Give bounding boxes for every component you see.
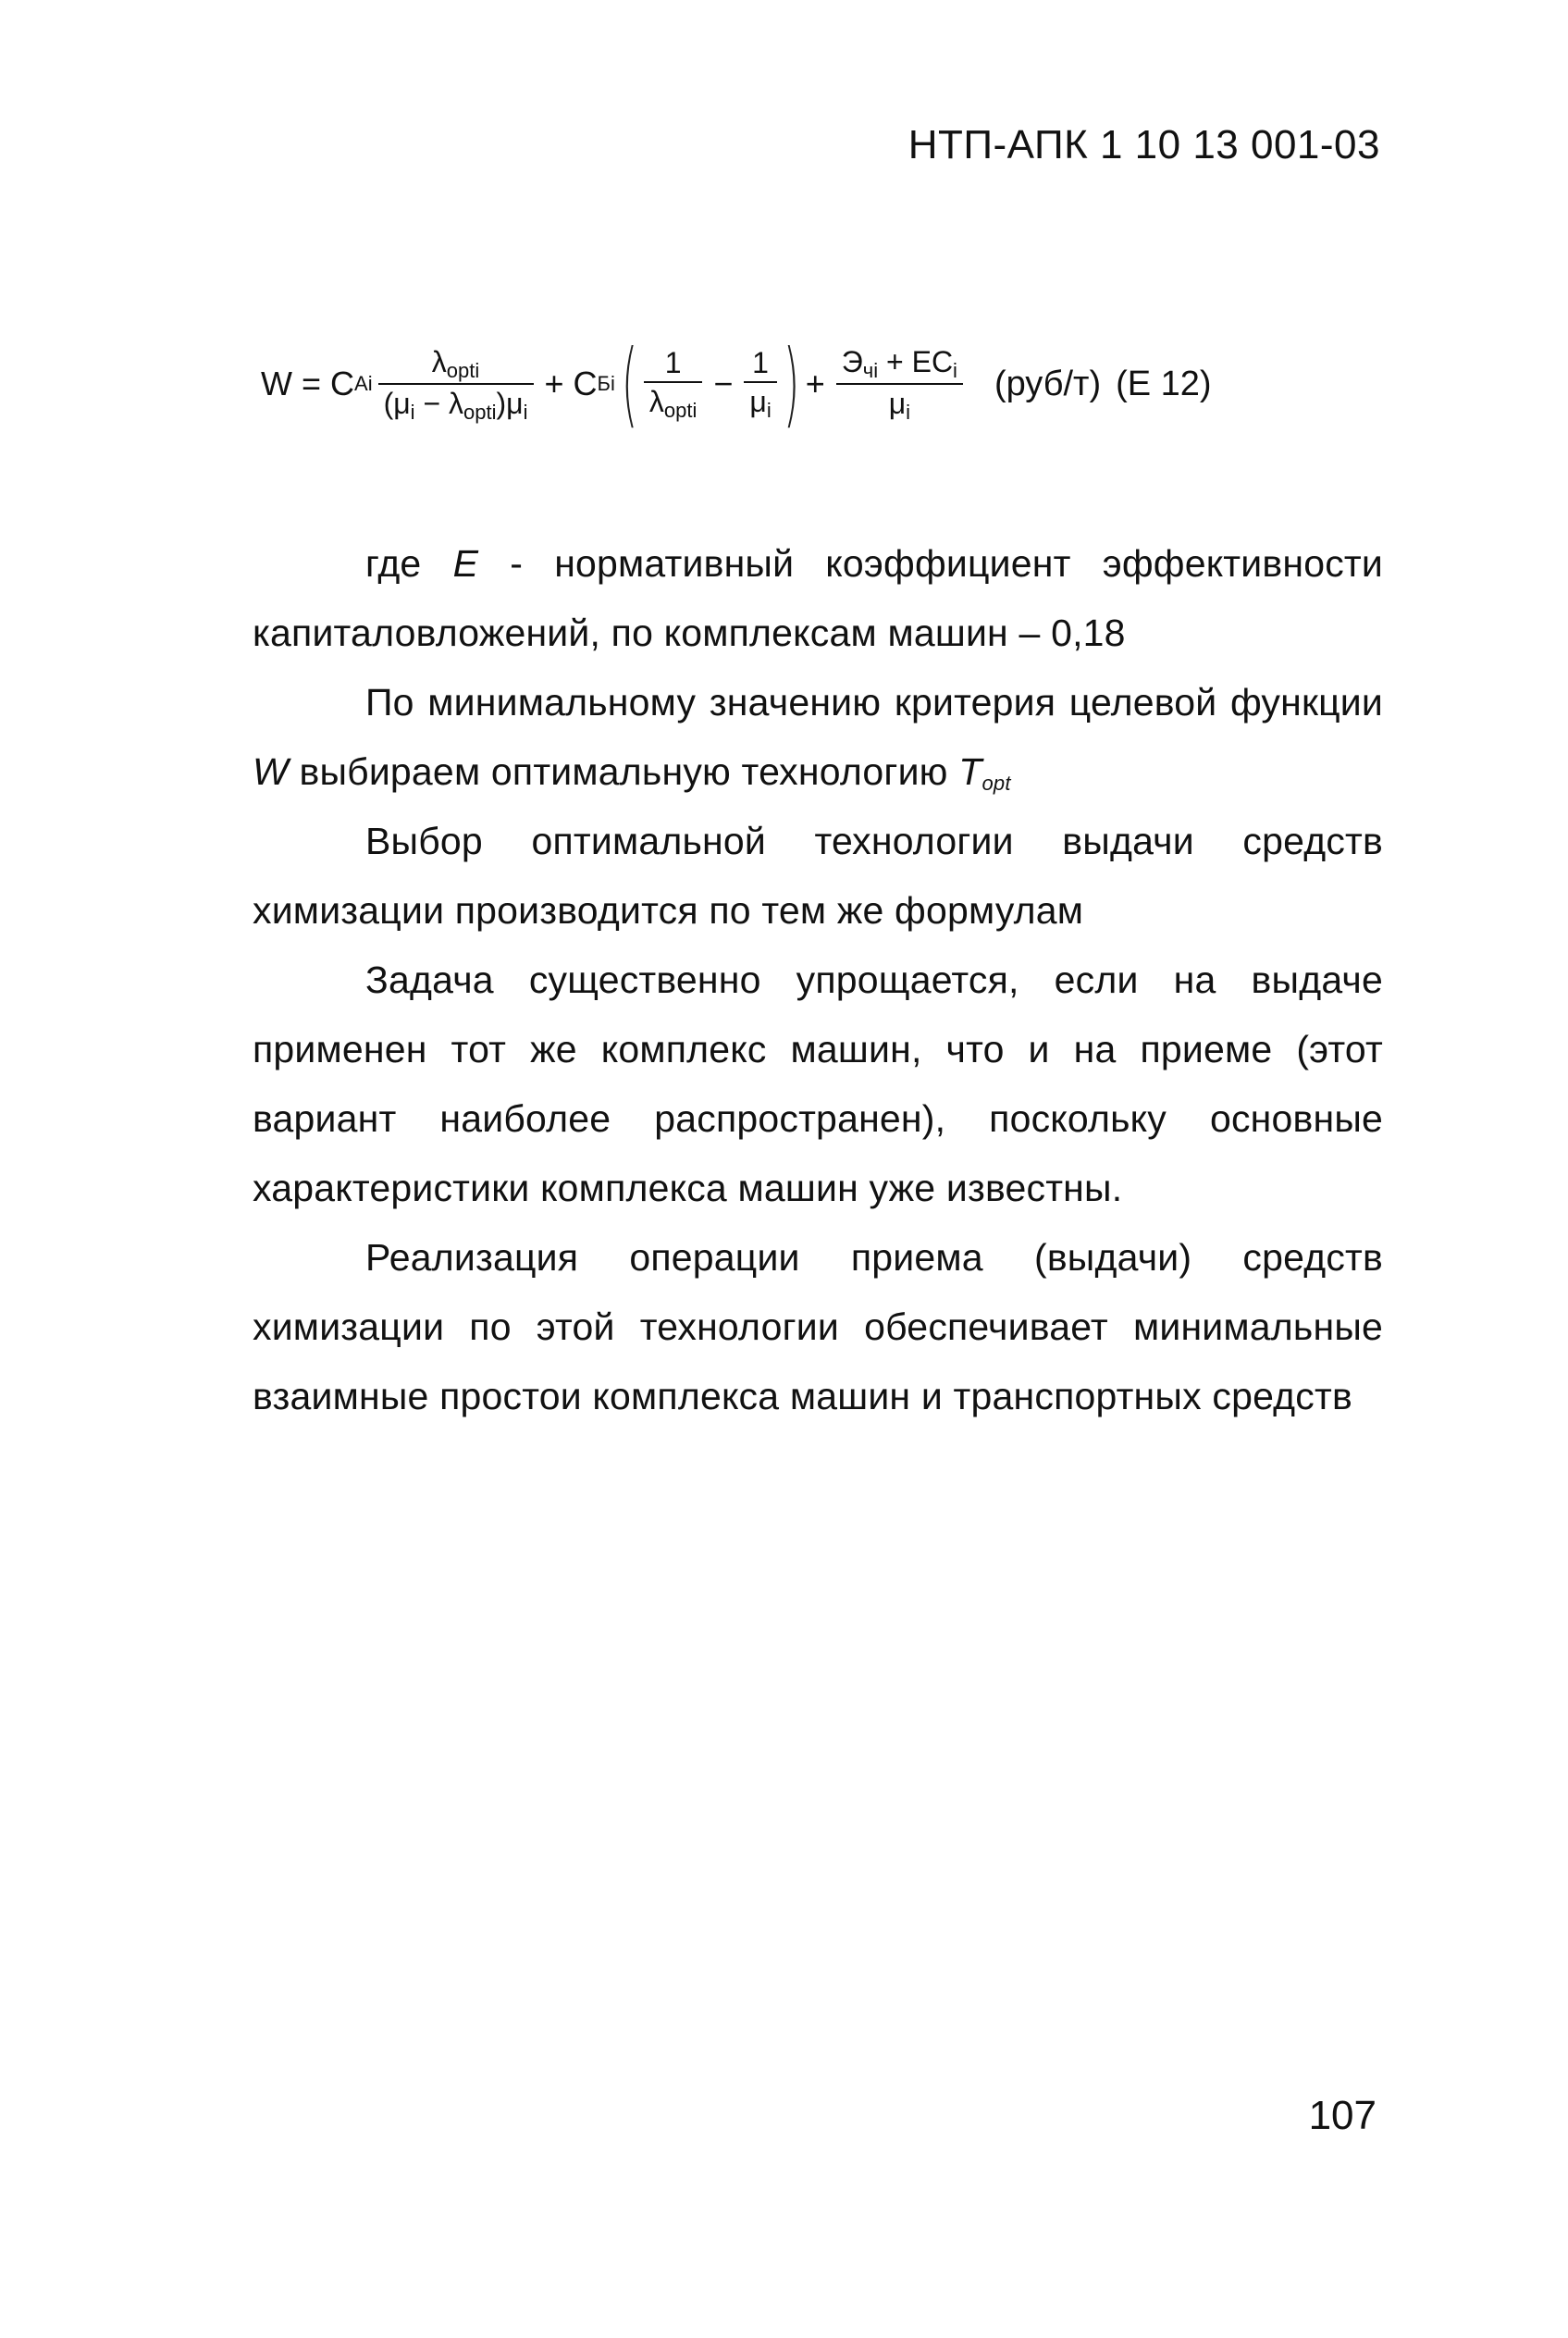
formula-fraction-2: $\frac{1}{\lambda_{opti}}$ — [644, 344, 702, 424]
paragraph-selection: Выбор оптимальной технологии выдачи средств химизации производится по тем же формулам — [253, 820, 1383, 932]
formula-left-paren: ( — [621, 329, 638, 438]
formula-fraction-1: $\frac{\lambda_{opti}}{(\mu_i - \lambda_{opti})\mu_i}$ — [378, 343, 534, 426]
paragraph-where-e: где Е - нормативный коэффициент эффективности капиталовложений, по комплексам машин – 0,18 — [253, 542, 1383, 654]
symbol-topt: $T_{opt}$ — [958, 750, 1011, 795]
formula-number: (Е 12) — [1116, 364, 1212, 403]
page-number: 107 — [1308, 2093, 1377, 2138]
formula-right-paren: ) — [783, 329, 800, 438]
formula-fraction-4: $\frac{Э_{чi} + EC_i}{\mu_i}$ — [836, 343, 963, 426]
formula-plus: + — [805, 365, 825, 402]
formula-minus: − — [713, 365, 734, 402]
paragraph-criterion-w: По минимальному значению критерия целевой функции W выбираем оптимальную технологию $T_{opt}$ — [253, 681, 1383, 795]
formula-plus-cb: + C Бi — [544, 365, 615, 402]
symbol-w: W — [253, 750, 289, 793]
symbol-e: Е — [452, 542, 479, 585]
document-code-header: НТП-АПК 1 10 13 001-03 — [907, 122, 1380, 167]
paragraph-implementation: Реализация операции приема (выдачи) средств химизации по этой технологии обеспечивает минимальные взаимные простои комплекса машин и транспортных средств — [253, 1236, 1383, 1417]
paragraph-task: Задача существенно упрощается, если на выдаче применен тот же комплекс машин, что и на приеме (этот вариант наиболее распространен), поскольку основные характеристики комплекса машин уже известны. — [253, 959, 1383, 1209]
formula-unit: (руб/т) — [994, 364, 1102, 403]
formula-e12 — [261, 319, 1212, 449]
formula-fraction-3: $\frac{1}{\mu_i}$ — [744, 344, 776, 424]
formula-lhs: W = C Ai — [261, 365, 373, 402]
